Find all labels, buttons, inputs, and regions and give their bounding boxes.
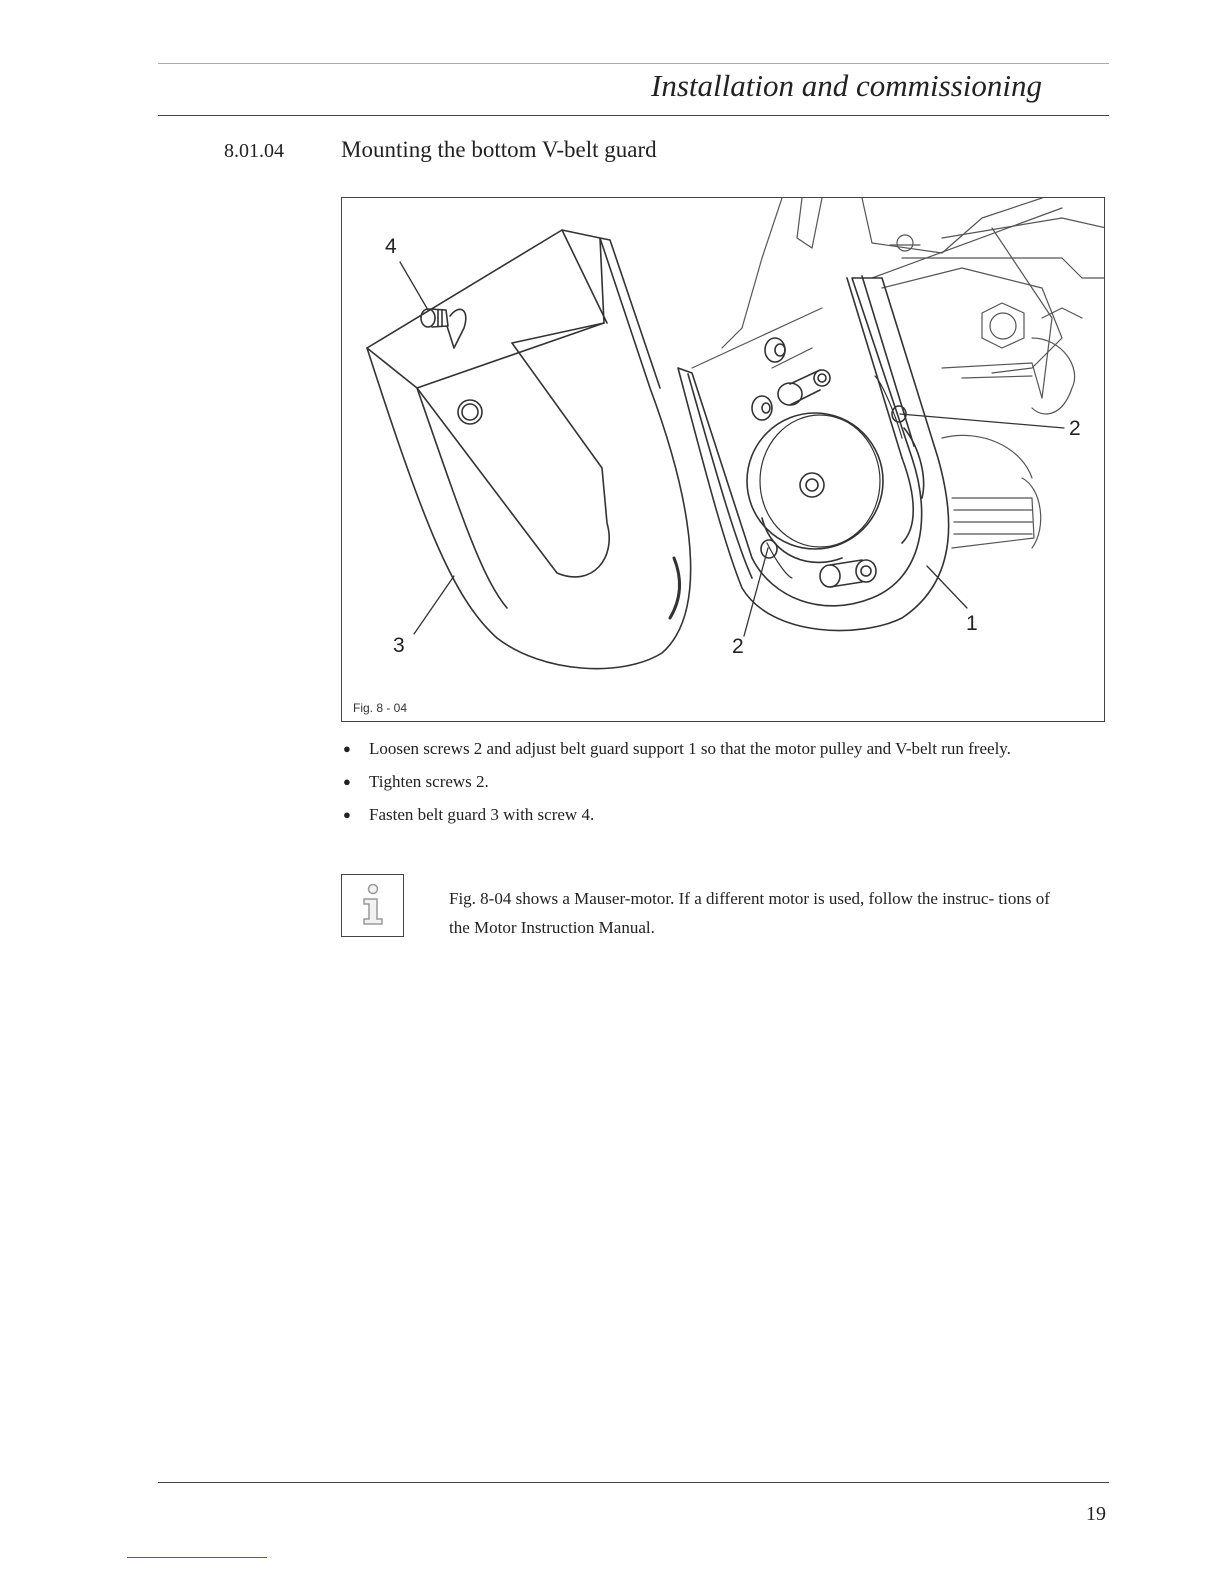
belt-guard-drawing (342, 198, 1105, 722)
callout-2-right: 2 (1069, 417, 1081, 440)
instruction-list (341, 734, 1041, 833)
motor-pulley (747, 413, 883, 549)
callout-2-bottom: 2 (732, 635, 744, 658)
instruction-text: Tighten screws 2. (369, 772, 489, 791)
chapter-header: Installation and commissioning (651, 68, 1042, 103)
screw-4 (421, 309, 466, 348)
belt-guard-cover (367, 230, 691, 669)
list-item (341, 800, 1041, 829)
leader-lines (400, 262, 1064, 636)
info-note: Fig. 8-04 shows a Mauser-motor. If a different motor is used, follow the instruc- tions of the Motor Instruction Manual. (449, 889, 1050, 937)
link-underline (127, 1557, 267, 1558)
page-number: 19 (1086, 1503, 1106, 1525)
section-number: 8.01.04 (224, 140, 284, 162)
screws (752, 338, 906, 587)
machine-housing (692, 198, 1105, 548)
footer-rule (158, 1482, 1109, 1483)
figure (341, 197, 1105, 722)
top-rule (158, 63, 1109, 64)
bullet-icon: ● (343, 741, 351, 756)
list-item (341, 734, 1041, 763)
section-title: Mounting the bottom V-belt guard (341, 137, 657, 162)
bullet-icon: ● (343, 807, 351, 822)
info-icon (341, 874, 404, 937)
instruction-text: Fasten belt guard 3 with screw 4. (369, 805, 595, 824)
list-item (341, 767, 1041, 796)
callout-4: 4 (385, 235, 397, 258)
figure-caption: Fig. 8 - 04 (353, 701, 408, 715)
belt-guard-support (678, 278, 949, 630)
header-rule (158, 115, 1109, 116)
instruction-text: Loosen screws 2 and adjust belt guard support 1 so that the motor pulley and V-belt run freely. (369, 739, 1011, 758)
bullet-icon: ● (343, 774, 351, 789)
callout-3: 3 (393, 634, 405, 657)
callout-1: 1 (966, 612, 978, 635)
